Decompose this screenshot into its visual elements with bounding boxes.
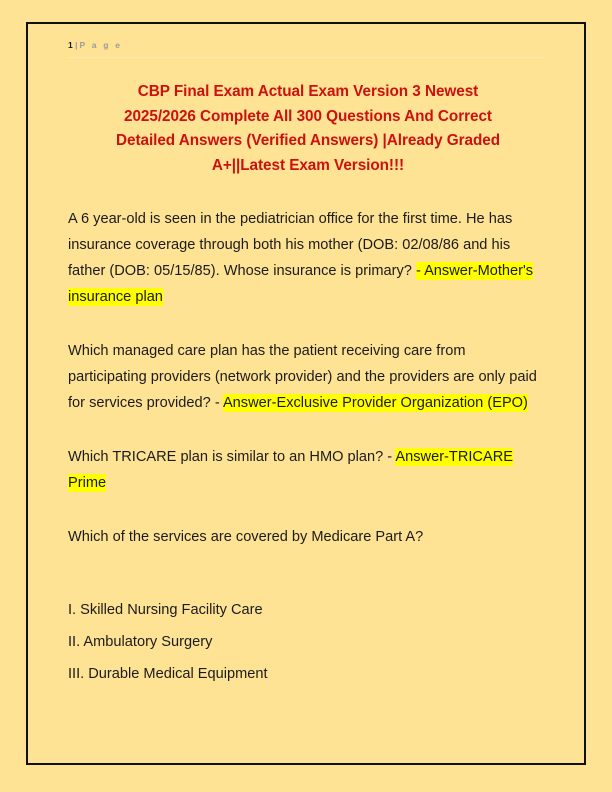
- document-page-border: [26, 22, 586, 765]
- list-spacer: [68, 576, 550, 594]
- document-title: [74, 80, 542, 178]
- list-item: III. Durable Medical Equipment: [68, 666, 268, 682]
- page-number-marker: [68, 38, 550, 52]
- header-divider: [68, 57, 544, 58]
- title-line-1: CBP Final Exam Actual Exam Version 3 Newest: [137, 83, 479, 100]
- running-header: [68, 38, 550, 64]
- list-item: I. Skilled Nursing Facility Care: [68, 602, 263, 618]
- answer-text-2: Answer-Exclusive Provider Organization (EPO): [222, 395, 528, 411]
- answer-text-3: Answer-TRICARE Prime: [68, 449, 513, 491]
- document-page-content: [28, 24, 584, 763]
- page-number: 1: [68, 40, 74, 50]
- question-text-3: Which TRICARE plan is similar to an HMO plan? -: [68, 449, 396, 465]
- question-text-4: Which of the services are covered by Medicare Part A?: [68, 529, 424, 545]
- title-line-4: A+||Latest Exam Version!!!: [211, 156, 405, 174]
- title-line-2: 2025/2026 Complete All 300 Questions And Correct: [124, 107, 492, 125]
- question-text-1: A 6 year-old is seen in the pediatrician office for the first time. He has insurance coverage through both his mother (DOB: 02/08/86 and his father (DOB: 05/15/85). Whose insurance is primary?: [68, 211, 513, 279]
- title-line-3: Detailed Answers (Verified Answers) |Already Graded: [115, 132, 500, 149]
- answer-text-1: - Answer-Mother's insurance plan: [68, 263, 534, 305]
- page-label: P a g e: [79, 40, 123, 50]
- qa-block-2: [68, 338, 538, 416]
- qa-block-4: [68, 524, 538, 550]
- page-marker-separator: |: [75, 40, 78, 50]
- list-item: II. Ambulatory Surgery: [68, 634, 213, 650]
- qa-block-3: [68, 444, 538, 496]
- option-list: [68, 594, 550, 690]
- document-body: [68, 206, 550, 690]
- qa-block-1: [68, 206, 538, 310]
- question-text-2: Which managed care plan has the patient receiving care from participating providers (network provider) and the providers are only paid for services provided? -: [68, 343, 537, 411]
